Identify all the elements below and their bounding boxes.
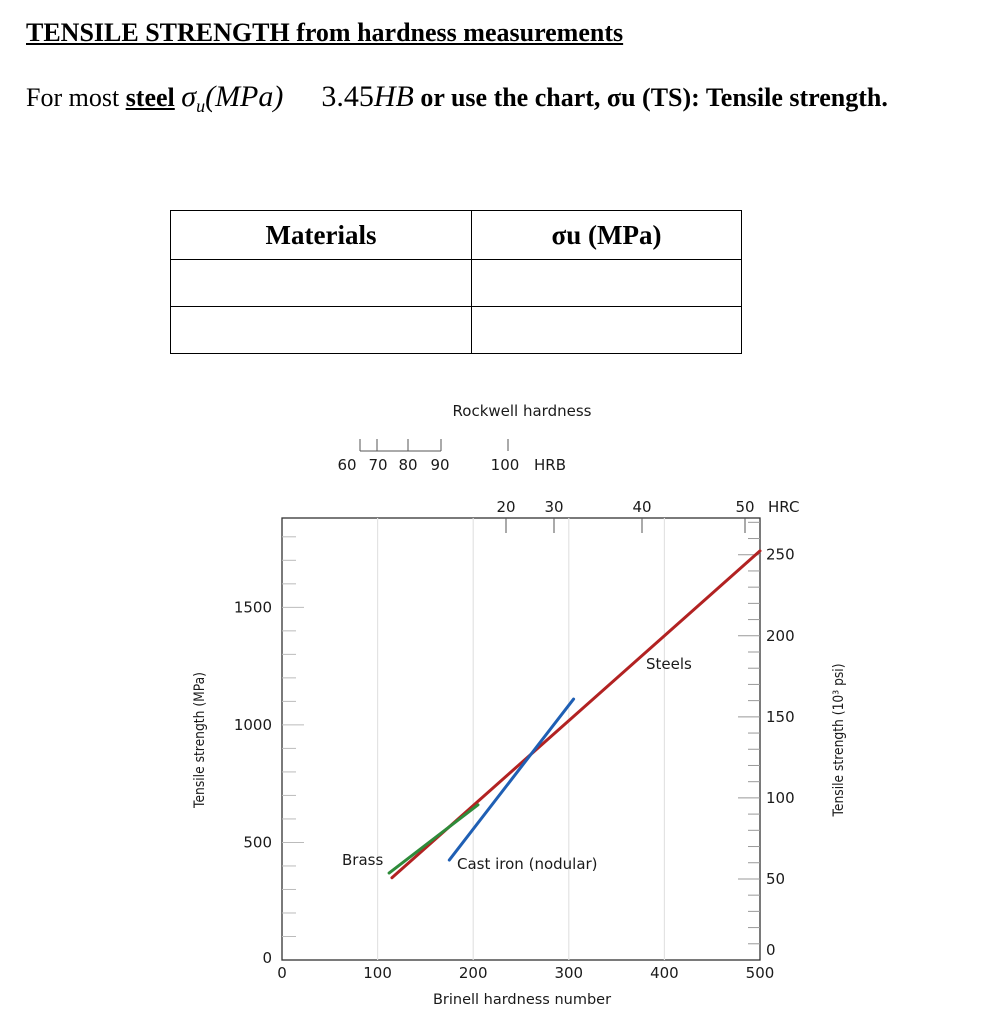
y-right-tick-label: 250 (766, 545, 795, 564)
hrb-tick-label: 60 (337, 456, 357, 474)
rockwell-title: Rockwell hardness (452, 402, 592, 420)
series-label: Brass (342, 851, 384, 869)
y-right-axis-title: Tensile strength (10³ psi) (831, 663, 848, 817)
y-right-tick-label: 50 (766, 869, 786, 888)
x-tick-label: 300 (554, 964, 584, 982)
y-left-axis-title: Tensile strength (MPa) (192, 672, 209, 808)
y-left-tick-label: 1500 (233, 598, 272, 617)
hrb-unit-label: HRB (534, 456, 566, 474)
series-line-cast (449, 699, 573, 860)
y-right-tick-label: 0 (766, 941, 776, 959)
y-left-tick-label: 1000 (233, 715, 272, 734)
x-tick-label: 100 (363, 964, 392, 982)
axis-labels (192, 546, 847, 1008)
intro-prefix: For most (26, 83, 126, 112)
series-label: Steels (646, 655, 692, 673)
intro-sigma-u: σu (606, 83, 636, 112)
hrb-tick-label: 80 (398, 456, 418, 474)
minor-ticks (282, 522, 760, 943)
intro-steel-word: steel (125, 83, 175, 112)
header-sigma-u: σu (MPa) (472, 211, 742, 260)
intro-suffix2: (TS): Tensile strength. (635, 83, 888, 112)
hrc-tick-label: 30 (544, 498, 564, 516)
intro-suffix: or use the chart, (413, 83, 607, 112)
formula-sigma: σ (181, 80, 197, 113)
x-axis-title: Brinell hardness number (432, 992, 612, 1008)
y-right-tick-label: 200 (766, 626, 795, 645)
y-left-tick-label: 0 (262, 949, 272, 967)
rockwell-scales (337, 402, 799, 533)
x-tick-label: 200 (458, 964, 488, 982)
x-tick-label: 500 (745, 964, 775, 982)
page-heading: TENSILE STRENGTH from hardness measurements (26, 18, 624, 47)
y-right-tick-label: 100 (766, 788, 795, 807)
y-left-tick-label: 500 (243, 833, 272, 852)
hrc-unit-label: HRC (768, 498, 800, 516)
header-materials: Materials (171, 211, 472, 260)
formula-coefficient: 3.45 (321, 80, 374, 113)
hrc-tick-label: 50 (735, 498, 755, 516)
plot-frame (282, 518, 760, 960)
hrb-tick-label: 90 (430, 456, 450, 474)
hrb-tick-label: 100 (490, 456, 520, 474)
data-series (389, 551, 760, 878)
x-tick-label: 0 (277, 964, 287, 982)
x-tick-label: 400 (650, 964, 679, 982)
hrb-tick-label: 70 (368, 456, 388, 474)
hrc-tick-label: 40 (632, 498, 652, 516)
formula-hb: HB (373, 80, 414, 113)
series-label: Cast iron (nodular) (457, 855, 598, 873)
y-right-tick-label: 150 (766, 707, 795, 726)
formula-units: (MPa) (205, 80, 284, 113)
plot-gridlines (378, 518, 665, 960)
hrc-tick-label: 20 (496, 498, 516, 516)
formula-sigma-sub: u (196, 96, 206, 116)
